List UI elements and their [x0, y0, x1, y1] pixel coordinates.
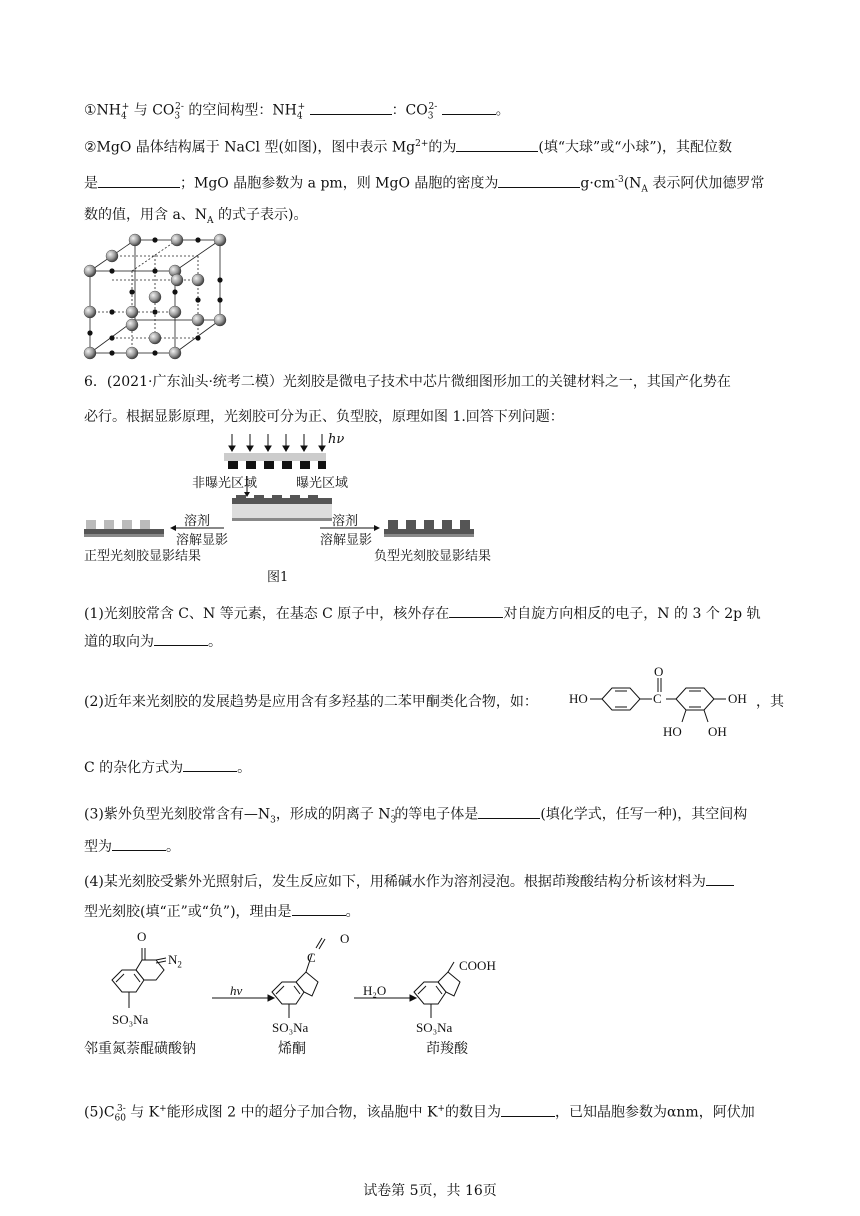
answer-blank[interactable] — [449, 603, 503, 618]
r2-so3na: SO₃Na — [272, 1020, 309, 1035]
answer-blank[interactable] — [292, 901, 346, 916]
answer-blank[interactable] — [498, 173, 580, 188]
answer-blank[interactable] — [154, 631, 208, 646]
q6-part4: (4)某光刻胶受紫外光照射后，发生反应如下，用稀碱水作为溶剂浸泡。根据茚羧酸结构分析该材料为 — [84, 871, 734, 892]
r3-so3na: SO₃Na — [416, 1020, 453, 1035]
answer-blank[interactable] — [456, 137, 538, 152]
r1-name: 邻重氮萘醌磺酸钠 — [84, 1041, 196, 1057]
q6-part5: $(5)C_{60}^{3-}$ 与 K+能形成图 2 中的超分子加合物，该晶胞中 K+的数目为 ，已知晶胞参数为αnm，阿伏加 — [84, 1099, 755, 1128]
photoresist-figure — [84, 432, 504, 585]
answer-blank[interactable] — [183, 757, 237, 772]
answer-blank[interactable] — [442, 100, 496, 115]
positive-result-label: 正型光刻胶显影结果 — [84, 549, 202, 564]
q6-part3: (3)紫外负型光刻胶常含有$—N_3$，形成的阴离子 $N_3^-$的等电子体是 (填化学式，任写一种)，其空间构 — [84, 801, 747, 830]
figure-caption: 图1 — [267, 570, 289, 585]
answer-blank[interactable] — [112, 836, 166, 851]
reaction-scheme — [84, 930, 534, 1055]
r1-n2: $N_2$ — [168, 952, 182, 970]
q5-line2: ②MgO 晶体结构属于 NaCl 型(如图)，图中表示 $Mg^{2+}$的为 (填“大球”或“小球”)，其配位数 — [84, 134, 732, 158]
r2-c: C — [307, 950, 316, 965]
mol-ho-left: HO — [569, 691, 588, 706]
q6-part2-cont: C 的杂化方式为 。 — [84, 757, 251, 778]
q5-line1: $①NH_4^+$ 与 $CO_3^{2-}$ 的空间构型：$NH_4^+$ ：$CO_3^{2-}$ 。 — [84, 97, 510, 126]
negative-result-label: 负型光刻胶显影结果 — [374, 549, 492, 564]
answer-blank[interactable] — [478, 804, 540, 819]
q5-line3: 是 ；MgO 晶胞参数为 a pm，则 MgO 晶胞的密度为 $g\cdot cm^{-3}(N_A$ 表示阿伏加德罗常 — [84, 170, 764, 199]
solvent-label-right: 溶剂 — [332, 514, 359, 529]
mol-oh-bottom: OH — [708, 724, 727, 739]
q6-header-2: 必行。根据显影原理，光刻胶可分为正、负型胶，原理如图 1.回答下列问题： — [84, 409, 564, 425]
q6-header: 6．(2021·广东汕头·统考二模）光刻胶是微电子技术中芯片微细图形加工的关键材料之一，其国产化势在 — [84, 374, 731, 390]
non-exposed-label: 非曝光区域 — [192, 476, 258, 491]
mol-oh-right: OH — [728, 691, 747, 706]
exposed-label: 曝光区域 — [296, 476, 349, 491]
q6-part3-cont: 型为 。 — [84, 836, 180, 857]
answer-blank[interactable] — [310, 100, 392, 115]
r1-o: O — [137, 929, 147, 944]
r1-so3na: SO₃Na — [112, 1012, 149, 1027]
arrow1-hv: hν — [230, 983, 243, 998]
q6-part2: (2)近年来光刻胶的发展趋势是应用含有多羟基的二苯甲酮类化合物，如： — [84, 694, 538, 710]
q6-part1: (1)光刻胶常含 C、N 等元素，在基态 C 原子中，核外存在 对自旋方向相反的电子，N 的 3 个 2p 轨 — [84, 603, 761, 624]
answer-blank[interactable] — [98, 173, 180, 188]
q5-line4: 数的值，用含 a、$N_A$ 的式子表示)。 — [84, 207, 308, 226]
mol-c: C — [653, 691, 662, 706]
dissolve-label-right: 溶解显影 — [320, 533, 373, 548]
q6-part4-cont: 型光刻胶(填“正”或“负”)，理由是 。 — [84, 901, 360, 922]
solvent-label-left: 溶剂 — [184, 514, 211, 529]
r3-name: 茚羧酸 — [426, 1041, 468, 1057]
hv-label: hν — [328, 432, 345, 447]
q6-part1-cont: 道的取向为 。 — [84, 631, 222, 652]
answer-blank[interactable] — [706, 871, 734, 886]
nacl-crystal-figure — [80, 228, 240, 360]
mol-o-top: O — [654, 664, 664, 679]
answer-blank[interactable] — [501, 1102, 555, 1117]
q6-part2-end: ，其 — [756, 694, 784, 710]
r2-o: O — [340, 931, 350, 946]
dissolve-label-left: 溶解显影 — [176, 533, 229, 548]
mol-ho-bottom: HO — [663, 724, 682, 739]
arrow2-h2o: H₂O — [363, 983, 387, 998]
r2-name: 烯酮 — [278, 1041, 306, 1057]
page-footer: 试卷第 5页，共 16页 — [363, 1183, 497, 1199]
r3-cooh: COOH — [459, 958, 496, 973]
